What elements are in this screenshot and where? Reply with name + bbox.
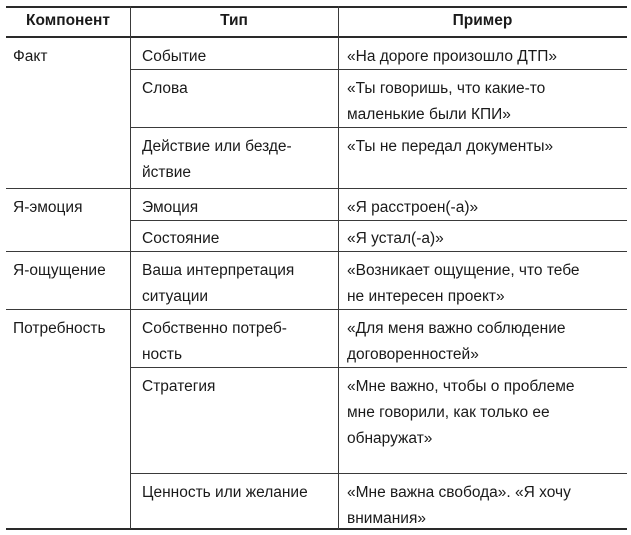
- example-state: «Я устал(-а)»: [347, 230, 444, 247]
- rule-group: [6, 251, 627, 252]
- header-component: Компонент: [26, 12, 110, 29]
- type-emotion: Эмоция: [142, 199, 199, 216]
- type-value: Ценность или желание: [142, 484, 308, 501]
- comparison-table: [6, 6, 627, 529]
- rule-col-1: [130, 6, 131, 529]
- example-value: «Мне важна свобода». «Я хочу внимания»: [347, 484, 571, 527]
- rule-row: [130, 367, 627, 368]
- rule-group: [6, 309, 627, 310]
- rule-top: [6, 6, 627, 8]
- rule-row: [130, 220, 627, 221]
- rule-row: [130, 127, 627, 128]
- example-event: «На дороге произошло ДТП»: [347, 48, 558, 65]
- rule-row: [130, 69, 627, 70]
- component-feeling: Я-ощущение: [13, 262, 106, 279]
- example-emotion: «Я расстроен(-а)»: [347, 199, 479, 216]
- type-interpretation: Ваша интерпретация ситуации: [142, 262, 295, 305]
- type-action: Действие или безде- йствие: [142, 138, 292, 181]
- rule-group: [6, 188, 627, 189]
- example-action: «Ты не передал документы»: [347, 138, 554, 155]
- rule-row: [130, 473, 627, 474]
- component-emotion: Я-эмоция: [13, 199, 83, 216]
- type-strategy: Стратегия: [142, 378, 216, 395]
- rule-bottom: [6, 528, 627, 530]
- rule-header: [6, 36, 627, 38]
- example-strategy: «Мне важно, чтобы о проблеме мне говорили, как только ее обнаружат»: [347, 378, 575, 447]
- type-words: Слова: [142, 80, 188, 97]
- example-need-proper: «Для меня важно соблюдение договоренностей»: [347, 320, 566, 363]
- component-need: Потребность: [13, 320, 106, 337]
- type-need-proper: Собственно потреб- ность: [142, 320, 287, 363]
- type-state: Состояние: [142, 230, 220, 247]
- header-type: Тип: [220, 12, 248, 29]
- example-interpretation: «Возникает ощущение, что тебе не интересен проект»: [347, 262, 580, 305]
- rule-col-2: [338, 6, 339, 529]
- component-fact: Факт: [13, 48, 48, 65]
- type-event: Событие: [142, 48, 207, 65]
- header-example: Пример: [452, 12, 513, 29]
- example-words: «Ты говоришь, что какие-то маленькие были КПИ»: [347, 80, 546, 123]
